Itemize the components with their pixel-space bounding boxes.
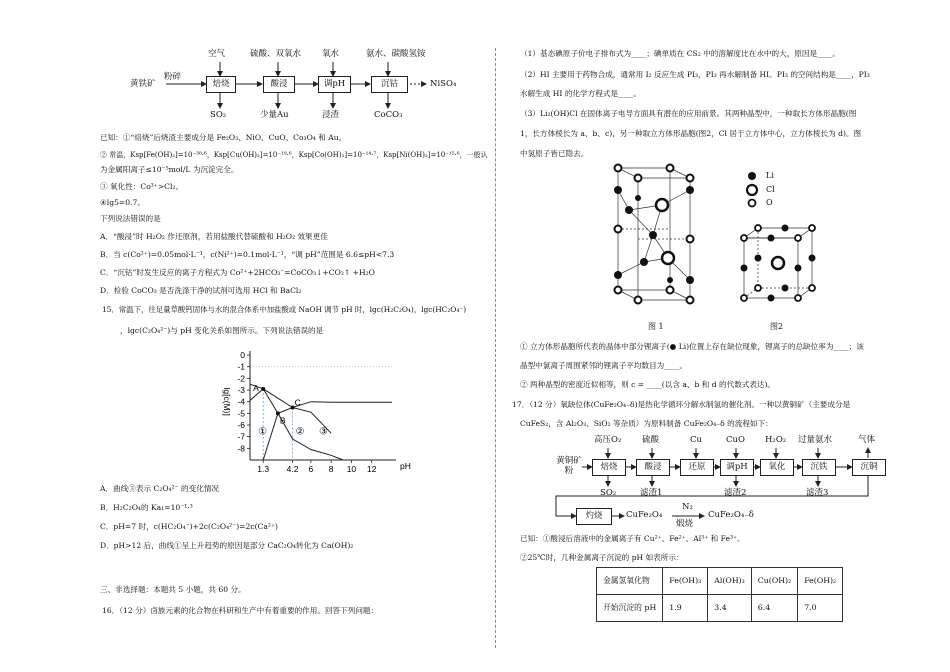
q15-chart [100,0,470,480]
table-cell: 6.4 [751,595,797,622]
legend-o: O [766,198,773,207]
crystal-figure-2-atoms [741,225,816,302]
flow2-top-cuo: CuO [726,435,745,445]
q14-option-d: D．检验 CoCO₃ 是否洗涤干净的试剂可选用 HCl 和 BaCl₂ [100,286,302,295]
y-tick-label: -6 [237,420,245,430]
q15-option-b: B．H₂C₂O₄的 Ka₁=10⁻¹·³ [100,503,193,512]
flow1-bottom-au: 少量Au [260,110,289,120]
flow1-top-label-acid: 硫酸、双氧水 [250,49,302,59]
data-point [261,387,265,391]
flow2-step-roast: 焙烧 [592,459,626,476]
q17-known-1: 已知：①酸浸后溶液中的金属离子有 Cu²⁺、Fe²⁺、Al³⁺ 和 Fe³⁺。 [520,534,745,543]
flow2-step-precip-cu: 沉铜 [852,459,886,476]
table-cell: 7.0 [798,595,843,622]
q14-prompt: 下列说法错误的是 [100,214,161,223]
section-3-heading: 三、非选择题：本题共 5 小题，共 60 分。 [100,585,246,594]
flow2-step-calcine: 灼烧 [576,508,612,525]
flow2-row2-cond-top: N₂ [682,502,693,512]
flow1-step-roast: 焙烧 [206,76,236,93]
table-header-cell: Fe(OH)₂ [798,568,843,595]
q14-option-a: A．“酸浸”时 H₂O₂ 作还原剂，若用盐酸代替硫酸和 H₂O₂ 效果更佳 [100,232,328,241]
point-label: A [253,382,259,393]
table-cell: 开始沉淀的 pH [597,595,663,622]
flow2-step-precip-fe: 沉铁 [802,459,836,476]
table-header-cell: Al(OH)₃ [708,568,752,595]
y-tick-label: -1 [237,361,245,372]
table-cell: 3.4 [708,595,752,622]
flow2-step-oxidize: 氧化 [760,459,794,476]
flow2-top-gas: 气体 [858,435,876,445]
flow1-bottom-so2: SO₂ [210,110,227,120]
flow2-bottom-residue1: 滤渣1 [640,488,663,498]
ph-table [596,567,843,622]
q16-sub1-line2: 晶型中氯离子周围紧邻的锂离子平均数目为____。 [520,361,688,370]
known-line-2: ② 常温，Ksp[Fe(OH)₃]=10⁻³⁸·⁶，Ksp[Cu(OH)₂]=10⁻¹⁹·⁶，Ksp[Co(OH)₂]=10⁻¹⁴·⁷，Ksp[Ni(OH)₂]=10⁻¹⁵·⁶，一般认 [100,151,488,159]
q16-part3-line3: 中氢原子皆已隐去。 [520,149,589,158]
series-label: ② [295,426,305,438]
q14-option-c: C．“沉钴”时发生反应的离子方程式为 Co²⁺+2HCO₃⁻=CoCO₃↓+CO₂↑ +H₂O [100,268,375,277]
table-header-cell: Fe(OH)₃ [663,568,708,595]
flow2-step-adjust-ph: 调pH [720,459,754,476]
table-row [597,595,843,622]
figure-2-caption: 图2 [770,322,784,331]
q16-heading: 16．（12 分）卤族元素的化合物在科研和生产中有着重要的作用。回答下列问题： [102,606,379,615]
q15-option-c: C．pH=7 时，c(HC₂O₄⁻)+2c(C₂O₄²⁻)=2c(Ca²⁺) [100,522,278,531]
q15-line-2: ，lgc(C₂O₄²⁻)与 pH 变化关系如图所示。下列说法错误的是 [120,326,324,335]
q16-sub2: ② 两种晶型的密度近似相等，则 c = ____(以含 a、b 和 d 的代数式表达)。 [520,380,776,389]
flow1-bottom-coco3: CoCO₃ [374,110,403,120]
x-axis-label: pH [400,461,411,471]
known-line-5: ④lg5=0.7。 [100,198,145,207]
flow1-top-label-ammonia: 氧水 [322,49,340,59]
flow2-input: 黄铜矿粉 [556,456,582,476]
legend-cl: Cl [766,185,775,194]
y-tick-label: -8 [237,443,245,454]
table-header-cell: 金属氢氧化物 [597,568,663,595]
flow2-step-acid: 酸浸 [636,459,670,476]
q16-part2-line1: （2）HI 主要用于药物合成，通常用 I₂ 反应生成 PI₃，PI₃ 再水解制备 HI。PI₃ 的空间结构是____，PI₃ [520,70,870,79]
point-label: B [279,415,286,426]
known-line-1: 已知：①“焙烧”后烧渣主要成分是 Fe₂O₃、NiO、CuO、Co₃O₄ 和 Au。 [100,133,347,142]
y-tick-label: -7 [237,431,245,442]
point-label: C [294,397,301,408]
column-divider [495,48,496,648]
flow1-pre-label: 粉碎 [164,72,182,82]
q15-option-d: D．pH>12 后，曲线①呈上升趋势的原因是部分 CaC₂O₄转化为 Ca(OH)₂ [100,541,354,550]
flow1-input-label: 黄铁矿 [130,79,156,89]
flow1-top-label-ammonia-bicarb: 氨水、碳酸氢铵 [366,49,426,59]
flow-diagram-2 [520,430,920,530]
series-label: ③ [318,426,328,438]
flow2-row2-mid: CuFe₂O₄ [626,510,663,520]
flow2-row2-cond-bottom: 煅烧 [676,519,694,529]
q16-part3-line1: （3）Li₂(OH)Cl 在固体离子电导方面具有潜在的应用前景。其两种晶型中，一种取长方体形晶胞(图 [520,109,857,118]
series-label: ① [258,426,268,438]
flow2-bottom-residue2: 滤渣2 [724,488,747,498]
flow2-step-reduce: 还原 [680,459,714,476]
flow1-bottom-residue: 浸渣 [322,110,340,120]
x-tick-label: 6 [308,464,314,474]
legend-li: Li [766,171,774,180]
x-tick-label: 12 [366,464,377,474]
table-header-cell: Cu(OH)₂ [751,568,797,595]
series-line [250,384,343,460]
y-tick-label: 0 [240,350,245,360]
q17-line1: 17．（12 分）氧缺位体(CuFe₂O₄₋δ)是热化学循环分解水制氢的催化剂。一种以黄铜矿（主要成分是 [512,400,851,409]
q16-part2-line2: 水解生成 HI 的化学方程式是____。 [520,89,641,98]
crystal-figure-1-atoms [614,165,694,304]
x-tick-label: 10 [346,464,357,474]
flow2-top-ammonia: 过量氨水 [798,435,833,445]
flow2-row2-out: CuFe₂O₄₋δ [708,510,754,520]
figure-1-caption: 图 1 [648,322,664,331]
flow1-step-acid-leach: 酸浸 [263,76,295,93]
y-tick-label: -4 [237,396,245,407]
known-line-3: 为金属阳离子≤10⁻⁵mol/L 为沉淀完全。 [100,165,239,174]
y-tick-label: -2 [237,373,245,384]
x-tick-label: 8 [328,464,334,474]
flow2-bottom-so2: SO₂ [600,488,617,498]
flow2-top-sulfuric: 硫酸 [642,435,660,445]
q16-part3-line2: 1，长方体棱长为 a、b、c)，另一种取立方体形晶胞(图2，Cl 居于立方体中心，立方体棱长为 d)。图 [520,129,862,138]
table-row [597,568,843,595]
q16-sub1-line1: ① 立方体形晶胞所代表的晶体中部分锂离子(● Li)位置上存在缺位现象，锂离子的总缺位率为____；该 [520,342,864,351]
y-axis-label: lg[c(M)] [222,387,232,416]
x-tick-label: 1.3 [257,464,270,474]
flow2-top-cu: Cu [690,435,702,445]
q17-line2: CuFeS₂，含 Al₂O₃、SiO₂ 等杂质）为原料制备 CuFe₂O₄₋δ 的流程如下： [520,419,773,428]
q15-line-1: 15．常温下，往足量草酸钙固体与水的混合体系中加盐酸或 NaOH 调节 pH 时，lgc(H₂C₂O₄)，lgc(HC₂O₄⁻) [102,305,467,314]
q14-option-b: B．当 c(Co²⁺)=0.05mol·L⁻¹，c(Ni²⁺)=0.1mol·L⁻¹，“调 pH”范围是 6.6≤pH<7.3 [100,250,395,259]
y-tick-label: -5 [237,408,245,419]
crystal-figures [520,0,920,340]
flow1-step-precipitate-co: 沉钴 [371,76,408,93]
q16-part1: （1）基态碘原子价电子排布式为____；碘单质在 CS₂ 中的溶解度比在水中的大，原因是____。 [520,49,840,58]
flow2-top-o2: 高压O₂ [594,435,622,445]
flow2-bottom-residue3: 滤渣3 [806,488,829,498]
table-cell: 1.9 [663,595,708,622]
q17-known-2: ②25℃时，几种金属离子沉淀的 pH 如表所示： [520,553,684,562]
flow1-top-label-air: 空气 [208,49,226,59]
x-tick-label: 4.2 [286,464,299,474]
y-tick-label: -3 [237,385,245,395]
known-line-4: ③ 氧化性：Co³⁺>Cl₂。 [100,182,184,191]
series-line [250,389,392,408]
flow2-top-h2o2: H₂O₂ [765,435,787,445]
flow1-output-label: NiSO₄ [430,79,457,89]
q15-option-a: A．曲线③表示 C₂O₄²⁻ 的变化情况 [100,484,220,493]
flow1-step-adjust-ph: 调pH [318,76,351,93]
legend-atoms [747,172,757,207]
